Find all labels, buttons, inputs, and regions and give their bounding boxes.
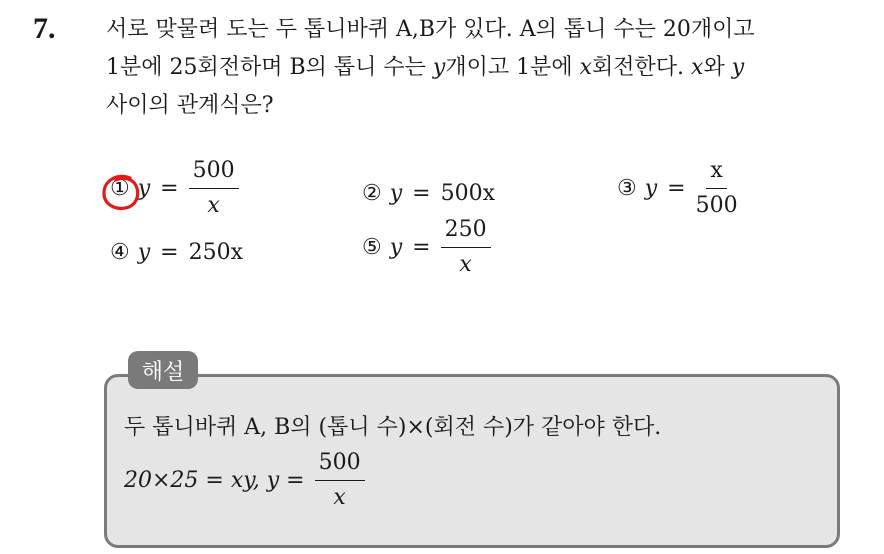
equals-sign: = xyxy=(412,235,431,260)
equals-sign: = xyxy=(412,181,431,206)
question-text-segment: 개이고 1분에 xyxy=(445,55,580,80)
choice-4[interactable] xyxy=(110,240,243,265)
choice-number: ⑤ xyxy=(362,235,382,260)
choice-lhs: y xyxy=(137,176,151,201)
question-number: 7. xyxy=(33,12,56,45)
question-text-line-3: 사이의 관계식은? xyxy=(106,93,274,118)
explanation-equation: 20×25 = xy, y = xyxy=(124,468,305,493)
choice-number: ② xyxy=(362,181,382,206)
choice-number: ④ xyxy=(110,240,130,265)
fraction-numerator: 500 xyxy=(315,452,365,481)
choice-lhs: y xyxy=(389,235,403,260)
explanation-title: 해설 xyxy=(128,351,198,389)
fraction-denominator: 500 xyxy=(695,193,738,218)
choice-number: ③ xyxy=(617,176,637,201)
choice-3[interactable] xyxy=(617,160,738,217)
variable-x: x xyxy=(691,55,704,80)
equals-sign: = xyxy=(160,176,179,201)
choice-rhs: 500x xyxy=(440,181,496,206)
question-text-segment: 와 xyxy=(703,55,732,80)
fraction xyxy=(441,219,491,276)
choice-5[interactable] xyxy=(362,219,491,276)
variable-y: y xyxy=(432,55,446,80)
choice-lhs: y xyxy=(644,176,658,201)
fraction-denominator: x xyxy=(207,193,220,218)
choice-rhs: 250x xyxy=(188,240,244,265)
explanation-line-2 xyxy=(124,452,365,509)
variable-y: y xyxy=(731,55,745,80)
fraction xyxy=(189,160,239,217)
fraction-numerator: 250 xyxy=(441,219,491,248)
fraction-denominator: x xyxy=(459,252,472,277)
choice-number: ① xyxy=(110,176,130,201)
fraction-denominator: x xyxy=(333,485,346,510)
choice-lhs: y xyxy=(389,181,403,206)
choice-2[interactable] xyxy=(362,181,495,206)
choice-lhs: y xyxy=(137,240,151,265)
fraction-numerator: x xyxy=(706,160,726,189)
fraction-numerator: 500 xyxy=(189,160,239,189)
variable-x: x xyxy=(579,55,593,80)
explanation-line-1: 두 톱니바퀴 A, B의 (톱니 수)×(회전 수)가 같아야 한다. xyxy=(124,415,662,440)
question-text-segment: 1분에 25회전하며 B의 톱니 수는 xyxy=(106,55,433,80)
equals-sign: = xyxy=(667,176,686,201)
question-text-segment: 회전한다. xyxy=(592,55,692,80)
fraction xyxy=(315,452,365,509)
question-text-line-2 xyxy=(106,52,744,84)
answer-circle-mark-icon xyxy=(100,172,144,214)
question-text-line-1: 서로 맞물려 도는 두 톱니바퀴 A,B가 있다. A의 톱니 수는 20개이고 xyxy=(106,17,755,42)
fraction xyxy=(696,160,738,217)
equals-sign: = xyxy=(160,240,179,265)
